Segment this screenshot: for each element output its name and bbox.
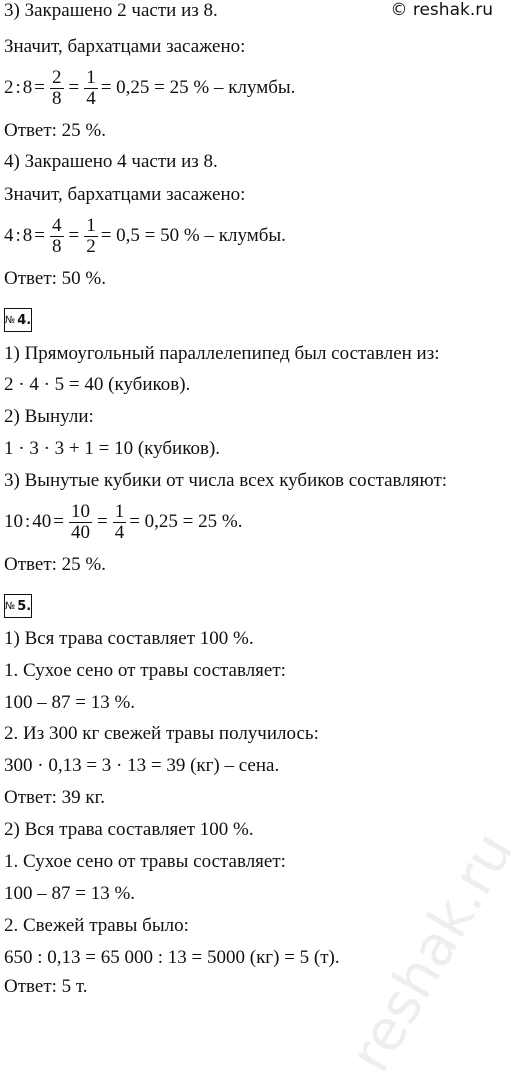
eq1-op: : <box>15 77 21 98</box>
task5-p2-step-2: 2. Свежей травы было: <box>4 915 189 936</box>
task4-step-1: 1) Прямоугольный параллелепипед был составлен из: <box>4 343 440 364</box>
task4-answer: Ответ: 25 %. <box>4 554 106 575</box>
task5-part-1: 1) Вся трава составляет 100 %. <box>4 628 254 649</box>
site-watermark: © reshak.ru <box>390 0 493 20</box>
task5-p1-answer: Ответ: 39 кг. <box>4 787 106 808</box>
eq1-b: 8 <box>22 77 33 98</box>
task5-p2-calc-1: 100 – 87 = 13 %. <box>4 883 136 904</box>
task4-calc-2: 1 · 3 · 3 + 1 = 10 (кубиков). <box>4 438 221 459</box>
task4-step-3: 3) Вынутые кубики от числа всех кубиков составляют: <box>4 470 448 491</box>
equation-1: 2 : 8 = $\frac{2}{8}$ = $\frac{1}{4}$ = 0,25 = 25 % – клумбы. <box>4 66 296 109</box>
task4-calc-1: 2 · 4 · 5 = 40 (кубиков). <box>4 374 191 395</box>
eq1-rest: = 0,25 = 25 % – клумбы. <box>100 77 296 98</box>
task4-step-2: 2) Вынули: <box>4 406 94 427</box>
eq1-fraction-2: $\frac{1}{4}$ <box>86 66 96 109</box>
eq2-fraction-1: $\frac{4}{8}$ <box>52 214 62 257</box>
task-number-badge-5: № 5. <box>4 594 32 618</box>
task5-p2-calc-2: 650 : 0,13 = 65 000 : 13 = 5000 (кг) = 5 (т). <box>4 947 340 968</box>
equation-3: 10 : 40 = $\frac{10}{40}$ = $\frac{1}{4}$ = 0,25 = 25 %. <box>4 500 243 543</box>
task5-part-2: 2) Вся трава составляет 100 %. <box>4 819 254 840</box>
step-3-text: 3) Закрашено 2 части из 8. <box>4 0 218 21</box>
task5-p1-calc-1: 100 – 87 = 13 %. <box>4 692 136 713</box>
answer-text-2: Ответ: 50 %. <box>4 268 106 289</box>
task5-p1-step-1: 1. Сухое сено от травы составляет: <box>4 660 286 681</box>
eq3-fraction-2: $\frac{1}{4}$ <box>114 500 125 543</box>
task-number-badge-4: № 4. <box>4 308 32 332</box>
task5-p1-step-2: 2. Из 300 кг свежей травы получилось: <box>4 723 319 744</box>
task5-p2-answer: Ответ: 5 т. <box>4 976 88 997</box>
equation-2: 4 : 8 = $\frac{4}{8}$ = $\frac{1}{2}$ = 0,5 = 50 % – клумбы. <box>4 214 286 257</box>
step-4-text: 4) Закрашено 4 части из 8. <box>4 151 218 172</box>
eq1-a: 2 <box>4 77 14 98</box>
conclusion-text-2: Значит, бархатцами засажено: <box>4 184 246 205</box>
eq1-fraction-1: $\frac{2}{8}$ <box>52 66 62 109</box>
eq2-fraction-2: $\frac{1}{2}$ <box>86 214 96 257</box>
eq3-fraction-1: $\frac{10}{40}$ <box>71 500 90 543</box>
task5-p2-step-1: 1. Сухое сено от травы составляет: <box>4 851 286 872</box>
background-watermark: reshak.ru <box>337 821 526 1083</box>
task5-p1-calc-2: 300 · 0,13 = 3 · 13 = 39 (кг) – сена. <box>4 755 280 776</box>
conclusion-text: Значит, бархатцами засажено: <box>4 36 246 57</box>
answer-text: Ответ: 25 %. <box>4 120 106 141</box>
